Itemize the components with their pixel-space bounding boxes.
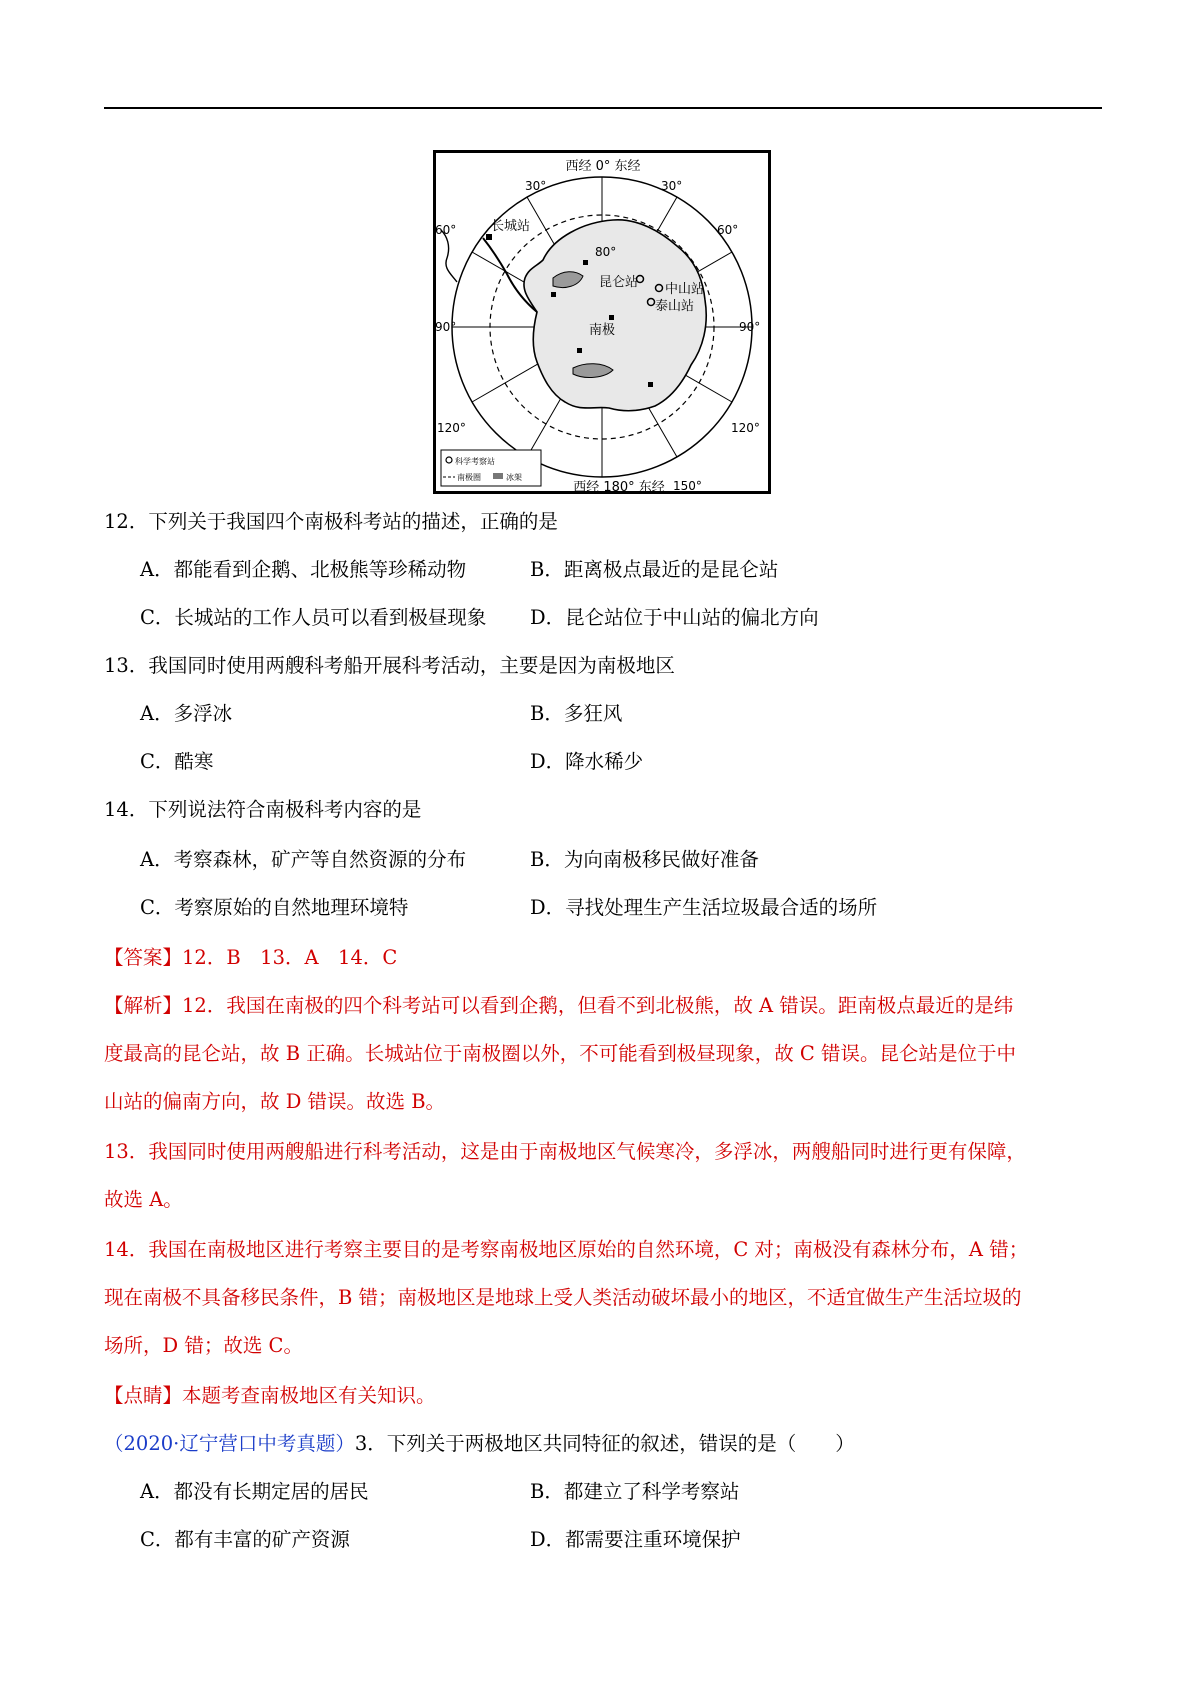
label-taishan: 泰山站 [655, 299, 695, 314]
lon-90w: 90° [435, 320, 457, 334]
q14-option-a: A．考察森林，矿产等自然资源的分布 [140, 848, 467, 871]
q14-option-b: B．为向南极移民做好准备 [530, 848, 759, 871]
q12-option-b: B．距离极点最近的是昆仑站 [530, 558, 779, 581]
q13-option-c: C．酷寒 [140, 750, 214, 773]
lon-90e: 90° [739, 320, 761, 334]
q12-option-a: A．都能看到企鹅、北极熊等珍稀动物 [140, 558, 467, 581]
q3-source: （2020·辽宁营口中考真题） [104, 1432, 355, 1455]
analysis-p14-l2: 现在南极不具备移民条件，B 错；南极地区是地球上受人类活动破坏最小的地区，不适宜做生产生活垃圾的 [104, 1286, 1022, 1309]
analysis-p14-l1: 14．我国在南极地区进行考察主要目的是考察南极地区原始的自然环境，C 对；南极没有森林分布，A 错； [104, 1238, 1029, 1261]
q12-stem: 12．下列关于我国四个南极科考站的描述，正确的是 [104, 510, 558, 533]
lon-60e: 60° [717, 223, 739, 237]
q13-option-b: B．多狂风 [530, 702, 623, 725]
dianjing-text: 本题考查南极地区有关知识。 [182, 1384, 436, 1407]
q14-option-c: C．考察原始的自然地理环境特 [140, 896, 409, 919]
q14-option-d: D．寻找处理生产生活垃圾最合适的场所 [530, 896, 878, 919]
analysis-tag: 【解析】 [104, 994, 183, 1017]
analysis-line-1 [104, 992, 1013, 1020]
dianjing-tag: 【点睛】 [104, 1384, 183, 1407]
lon-30w: 30° [525, 179, 547, 193]
label-kunlun: 昆仑站 [599, 275, 639, 290]
analysis-p12-l1: 12．我国在南极的四个科考站可以看到企鹅，但看不到北极熊，故 A 错误。距南极点最近的是纬 [182, 994, 1014, 1017]
map-bottom-label: 西经 180° 东经 [573, 480, 665, 494]
q14-stem: 14．下列说法符合南极科考内容的是 [104, 798, 422, 821]
header-rule [104, 107, 1102, 109]
label-changcheng: 长城站 [491, 219, 531, 234]
antarctica-map [433, 150, 771, 494]
lat-80: 80° [595, 245, 617, 259]
q12-option-d: D．昆仑站位于中山站的偏北方向 [530, 606, 819, 629]
label-south-pole: 南极 [589, 323, 616, 338]
map-top-label: 西经 0° 东经 [565, 159, 641, 174]
lon-120w: 120° [437, 421, 466, 435]
q3-option-c: C．都有丰富的矿产资源 [140, 1528, 350, 1551]
analysis-p12-l2: 度最高的昆仑站，故 B 正确。长城站位于南极圈以外，不可能看到极昼现象，故 C 错误。昆仑站是位于中 [104, 1042, 1017, 1065]
q12-option-c: C．长城站的工作人员可以看到极昼现象 [140, 606, 487, 629]
q3-stem-line [104, 1430, 855, 1458]
q3-stem: 3．下列关于两极地区共同特征的叙述，错误的是（ ） [354, 1432, 855, 1455]
answer-tag: 【答案】 [104, 946, 183, 969]
q13-option-d: D．降水稀少 [530, 750, 644, 773]
analysis-p13-l2: 故选 A。 [104, 1188, 183, 1211]
answer-line [104, 944, 397, 972]
legend-shelf: 南极圈 [457, 473, 481, 482]
lon-30e: 30° [661, 179, 683, 193]
lon-150e: 150° [673, 479, 702, 493]
analysis-p13-l1: 13．我国同时使用两艘船进行科考活动，这是由于南极地区气候寒冷，多浮冰，两艘船同时进行更有保障， [104, 1140, 1026, 1163]
analysis-p12-l3: 山站的偏南方向，故 D 错误。故选 B。 [104, 1090, 446, 1113]
dianjing-line [104, 1382, 436, 1410]
lon-120e: 120° [731, 421, 760, 435]
label-zhongshan: 中山站 [665, 282, 705, 297]
legend-station: 科学考察站 [455, 457, 495, 466]
answer-text: 12．B 13．A 14．C [182, 946, 398, 969]
lon-60w: 60° [435, 223, 457, 237]
q3-option-d: D．都需要注重环境保护 [530, 1528, 741, 1551]
q3-option-b: B．都建立了科学考察站 [530, 1480, 740, 1503]
legend-ice: 冰架 [506, 473, 522, 482]
q13-stem: 13．我国同时使用两艘科考船开展科考活动，主要是因为南极地区 [104, 654, 675, 677]
analysis-p14-l3: 场所，D 错；故选 C。 [104, 1334, 303, 1357]
q13-option-a: A．多浮冰 [140, 702, 233, 725]
q3-option-a: A．都没有长期定居的居民 [140, 1480, 369, 1503]
